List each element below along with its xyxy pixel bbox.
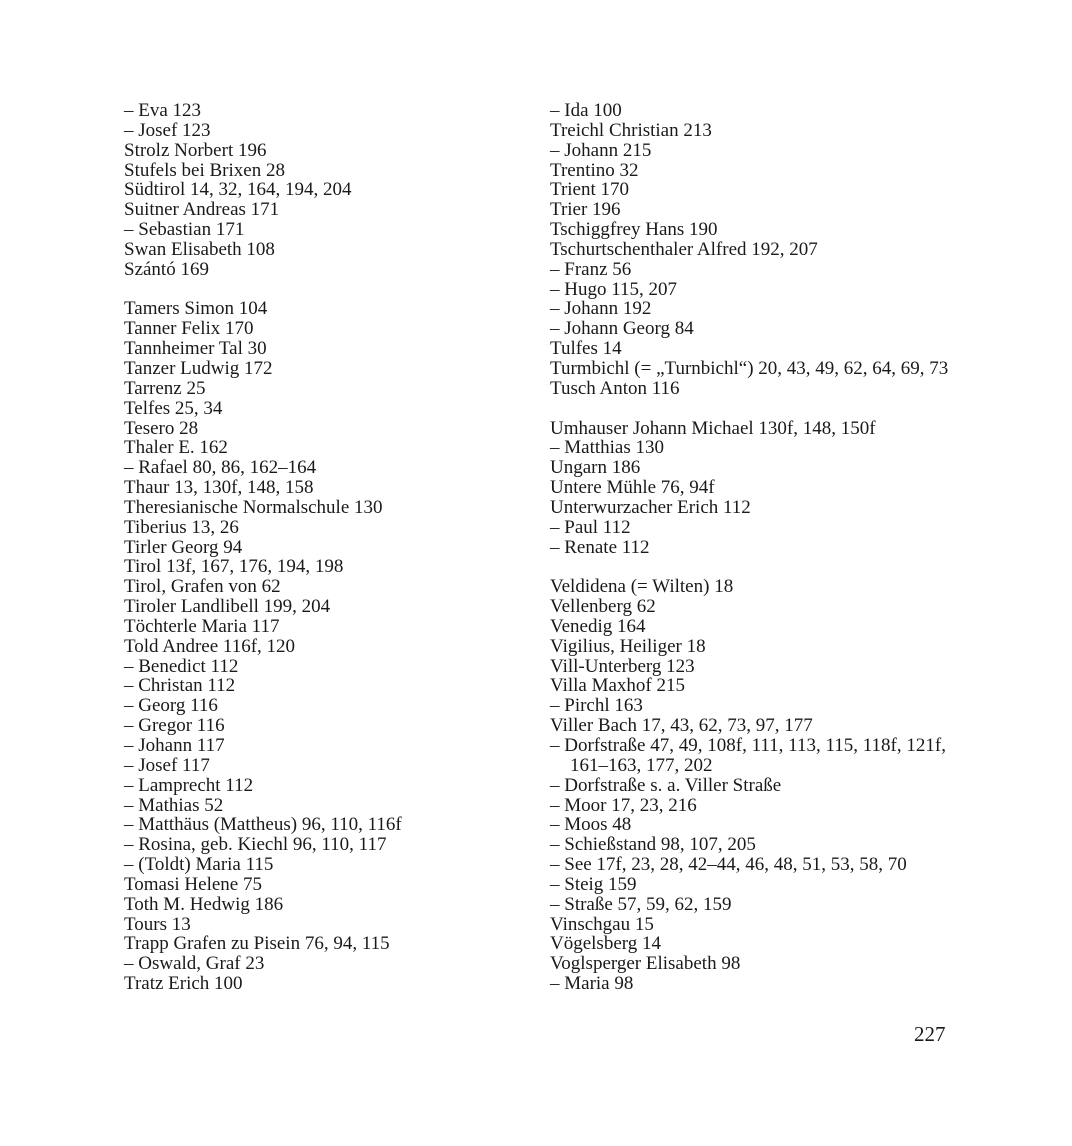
index-entry: Ungarn 186 (550, 457, 641, 479)
index-entry: – Lamprecht 112 (124, 774, 254, 796)
index-entry: – Maria 98 (550, 973, 634, 995)
index-entry: Voglsperger Elisabeth 98 (550, 953, 741, 975)
index-entry: – Mathias 52 (124, 794, 224, 816)
index-entry: – Georg 116 (124, 695, 218, 717)
index-entry: Untere Mühle 76, 94f (550, 477, 715, 499)
index-entry: – Dorfstraße s. a. Viller Straße (550, 774, 782, 796)
index-entry: Strolz Norbert 196 (124, 139, 267, 161)
index-entry: Tesero 28 (124, 417, 199, 439)
index-entry: Unterwurzacher Erich 112 (550, 496, 751, 518)
index-entry: Told Andree 116f, 120 (124, 635, 296, 657)
index-entry: Villa Maxhof 215 (550, 675, 686, 697)
index-column-left (124, 101, 524, 994)
index-entry: Tiberius 13, 26 (124, 516, 239, 538)
index-entry: – Josef 117 (124, 754, 210, 776)
section-gap (124, 280, 524, 300)
index-entry: Tanzer Ludwig 172 (124, 357, 273, 379)
index-entry: – Steig 159 (550, 873, 637, 895)
index-entry: Tratz Erich 100 (124, 973, 243, 995)
index-entry: Tschiggfrey Hans 190 (550, 219, 718, 241)
index-entry: Vellenberg 62 (550, 596, 656, 618)
index-entry: Tanner Felix 170 (124, 318, 254, 340)
index-entry: Umhauser Johann Michael 130f, 148, 150f (550, 417, 876, 439)
index-entry: Tirol, Grafen von 62 (124, 576, 281, 598)
page-number: 227 (914, 1022, 946, 1046)
index-entry: Tomasi Helene 75 (124, 873, 262, 895)
index-entry: – (Toldt) Maria 115 (124, 854, 274, 876)
index-entry: Vinschgau 15 (550, 913, 654, 935)
index-entry: – Pirchl 163 (550, 695, 643, 717)
index-entry: Veldidena (= Wilten) 18 (550, 576, 734, 598)
index-entry: Töchterle Maria 117 (124, 615, 280, 637)
index-entry: Telfes 25, 34 (124, 397, 223, 419)
section-gap (550, 557, 952, 577)
index-entry: Treichl Christian 213 (550, 119, 712, 141)
section-gap (550, 399, 952, 419)
index-entry: Trentino 32 (550, 159, 639, 181)
index-entry: Trier 196 (550, 199, 621, 221)
index-entry: – Ida 100 (550, 100, 622, 121)
index-entry: – Paul 112 (550, 516, 631, 538)
index-entry: – Matthäus (Mattheus) 96, 110, 116f (124, 814, 402, 836)
index-entry: Thaler E. 162 (124, 437, 228, 459)
index-entry: – Eva 123 (124, 100, 202, 121)
index-entry: Vill-Unterberg 123 (550, 655, 695, 677)
index-entry: – Schießstand 98, 107, 205 (550, 834, 756, 856)
index-entry: Vögelsberg 14 (550, 933, 661, 955)
index-entry: Tusch Anton 116 (550, 377, 680, 399)
index-entry: Tirol 13f, 167, 176, 194, 198 (124, 556, 344, 578)
index-entry: Turmbichl (= „Turnbichl“) 20, 43, 49, 62, 64, 69, 73 (550, 357, 949, 379)
index-entry: – Straße 57, 59, 62, 159 (550, 893, 732, 915)
index-entry: Tannheimer Tal 30 (124, 338, 267, 360)
index-entry: – Josef 123 (124, 119, 211, 141)
index-entry: – Matthias 130 (550, 437, 664, 459)
index-entry: Trapp Grafen zu Pisein 76, 94, 115 (124, 933, 390, 955)
index-entry: – Johann 192 (550, 298, 652, 320)
index-entry: – Rosina, geb. Kiechl 96, 110, 117 (124, 834, 387, 856)
index-entry: Viller Bach 17, 43, 62, 73, 97, 177 (550, 715, 813, 737)
index-entry: – Renate 112 (550, 536, 650, 558)
index-entry: Tulfes 14 (550, 338, 622, 360)
index-entry: Tiroler Landlibell 199, 204 (124, 596, 331, 618)
index-entry: Suitner Andreas 171 (124, 199, 280, 221)
index-entry: Szántó 169 (124, 258, 209, 280)
index-entry: – Christan 112 (124, 675, 236, 697)
index-entry: Tirler Georg 94 (124, 536, 243, 558)
index-entry: – Moor 17, 23, 216 (550, 794, 697, 816)
index-entry: Theresianische Normalschule 130 (124, 496, 383, 518)
index-entry: Tamers Simon 104 (124, 298, 268, 320)
index-entry: – Gregor 116 (124, 715, 225, 737)
index-entry: – Sebastian 171 (124, 219, 245, 241)
index-entry: Swan Elisabeth 108 (124, 238, 275, 260)
index-entry: – Rafael 80, 86, 162–164 (124, 457, 317, 479)
index-entry: Venedig 164 (550, 615, 646, 637)
index-entry: Vigilius, Heiliger 18 (550, 635, 706, 657)
index-entry: – Franz 56 (550, 258, 632, 280)
index-entry: – Hugo 115, 207 (550, 278, 678, 300)
index-entry: – Benedict 112 (124, 655, 239, 677)
index-entry: Trient 170 (550, 179, 630, 201)
index-entry: – Johann 215 (550, 139, 652, 161)
index-entry: – Oswald, Graf 23 (124, 953, 265, 975)
index-entry: – Dorfstraße 47, 49, 108f, 111, 113, 115, 118f, 121f, 161–163, 177, 202 (550, 735, 946, 776)
index-entry: Thaur 13, 130f, 148, 158 (124, 477, 314, 499)
index-entry: Toth M. Hedwig 186 (124, 893, 284, 915)
index-entry: – Johann Georg 84 (550, 318, 694, 340)
index-entry: Tschurtschenthaler Alfred 192, 207 (550, 238, 818, 260)
index-entry: – See 17f, 23, 28, 42–44, 46, 48, 51, 53, 58, 70 (550, 854, 907, 876)
index-entry: Stufels bei Brixen 28 (124, 159, 285, 181)
index-column-right (550, 101, 952, 994)
index-entry: Tarrenz 25 (124, 377, 206, 399)
index-entry: Tours 13 (124, 913, 191, 935)
index-entry: Südtirol 14, 32, 164, 194, 204 (124, 179, 352, 201)
index-entry: – Moos 48 (550, 814, 632, 836)
index-entry: – Johann 117 (124, 735, 225, 756)
